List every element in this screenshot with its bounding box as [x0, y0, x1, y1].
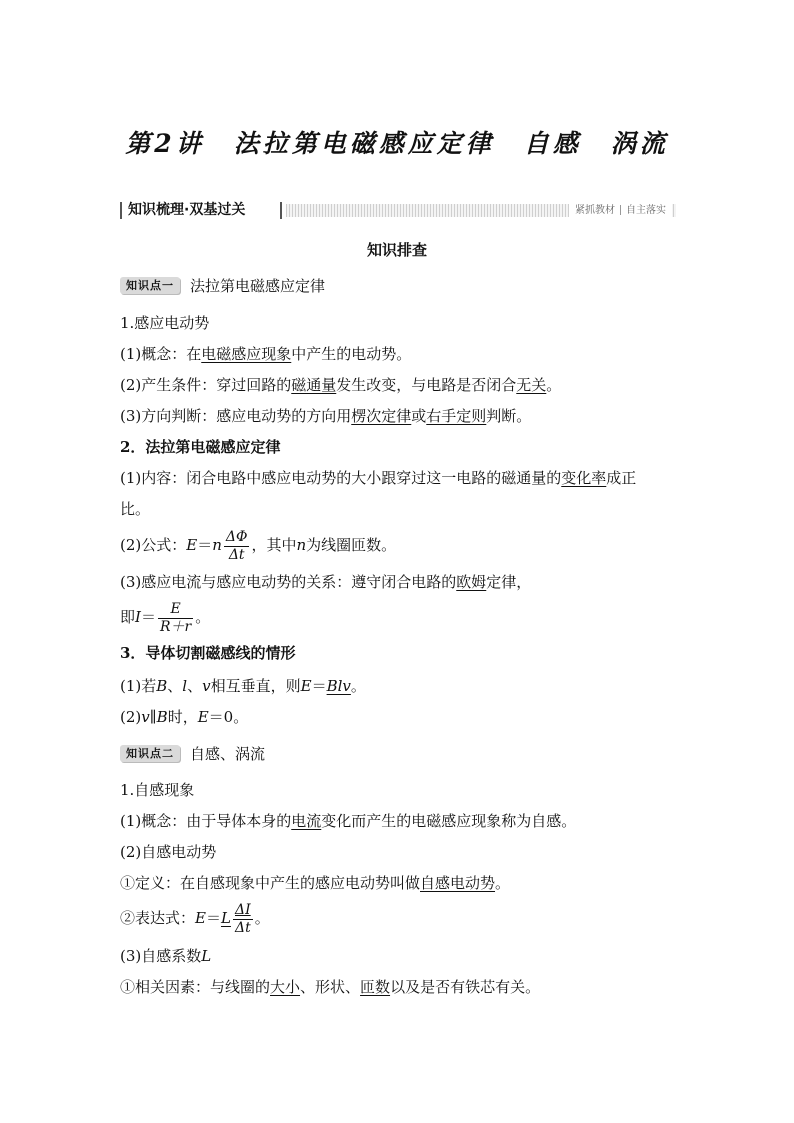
blank-answer: 变化率	[561, 469, 607, 487]
k2-line-coefficient: (3)自感系数L	[120, 947, 212, 965]
k1-heading-1: 1.感应电动势	[120, 314, 210, 332]
blank-answer: 磁通量	[291, 376, 337, 394]
blank-answer: 右手定则	[426, 407, 487, 425]
blank-answer: 大小	[270, 978, 301, 996]
blank-answer: 电磁感应现象	[201, 345, 292, 363]
page-title: 第2讲 法拉第电磁感应定律 自感 涡流	[125, 129, 669, 158]
blank-answer: 匝数	[360, 978, 391, 996]
fraction-delta-phi-over-delta-t: $\frac{\Delta\Phi}{\Delta t}$	[225, 528, 248, 563]
knowledge-point-1-badge: 知识点一	[120, 277, 180, 294]
knowledge-point-1-title: 法拉第电磁感应定律	[190, 277, 326, 295]
k1-line-direction: (3)方向判断：感应电动势的方向用楞次定律或右手定则判断。	[120, 407, 532, 425]
blank-answer: 楞次定律	[351, 407, 412, 425]
knowledge-point-1-heading	[120, 276, 325, 296]
knowledge-point-2-heading	[120, 744, 265, 764]
k1-line-relation: (3)感应电流与感应电动势的关系：遵守闭合电路的欧姆定律，	[120, 573, 532, 591]
banner-bar-right	[280, 202, 282, 219]
k1-heading-2: 2．法拉第电磁感应定律	[120, 438, 281, 456]
blank-answer: L	[220, 909, 231, 927]
k2-heading-1: 1.自感现象	[120, 781, 195, 799]
blank-answer: 自感电动势	[420, 874, 496, 892]
fraction-delta-i-over-delta-t: $\frac{\Delta I}{\Delta t}$	[234, 901, 251, 936]
k1-heading-3: 3．导体切割磁感线的情形	[120, 644, 296, 662]
k1-line-content-cont: 比。	[120, 500, 151, 518]
banner-tag-separator	[620, 205, 621, 215]
k1-line-concept: (1)概念：在电磁感应现象中产生的电动势。	[120, 345, 412, 363]
banner-bar-left	[120, 202, 122, 219]
k1-line-ohm: 即I＝ $\frac{E}{R+r}$ 。	[120, 600, 211, 635]
k1-line-condition: (2)产生条件：穿过回路的磁通量发生改变，与电路是否闭合无关。	[120, 376, 562, 394]
k1-line-parallel: (2)v∥B时，E＝0。	[120, 708, 249, 726]
banner-tag-2: 自主落实	[626, 205, 666, 216]
blank-answer: 无关	[516, 376, 547, 394]
banner-tags	[569, 203, 672, 218]
section-banner	[120, 201, 676, 220]
k2-line-emf: (2)自感电动势	[120, 843, 217, 861]
knowledge-point-2-title: 自感、涡流	[190, 745, 266, 763]
k2-line-expression: ②表达式：E＝L $\frac{\Delta I}{\Delta t}$ 。	[120, 901, 270, 936]
section-heading: 知识排查	[366, 241, 427, 259]
fraction-e-over-r-plus-r: $\frac{E}{R+r}$	[159, 600, 192, 635]
k1-line-formula: (2)公式：E＝n $\frac{\Delta\Phi}{\Delta t}$ ，其中n为线圈匝数。	[120, 528, 397, 563]
k1-line-content: (1)内容：闭合电路中感应电动势的大小跟穿过这一电路的磁通量的变化率成正	[120, 469, 637, 487]
k2-line-concept: (1)概念：由于导体本身的电流变化而产生的电磁感应现象称为自感。	[120, 812, 577, 830]
k2-line-definition: ①定义：在自感现象中产生的感应电动势叫做自感电动势。	[120, 874, 511, 892]
banner-tag-1: 紧抓教材	[575, 205, 615, 216]
blank-answer: Blv	[326, 677, 351, 695]
banner-title: 知识梳理·双基过关	[128, 202, 246, 218]
knowledge-point-2-badge: 知识点二	[120, 745, 180, 762]
k2-line-factors: ①相关因素：与线圈的大小、形状、匝数以及是否有铁芯有关。	[120, 978, 541, 996]
blank-answer: 欧姆	[456, 573, 487, 591]
blank-answer: 电流	[291, 812, 322, 830]
k1-line-perpendicular: (1)若B、l、v相互垂直，则E＝Blv。	[120, 677, 366, 695]
